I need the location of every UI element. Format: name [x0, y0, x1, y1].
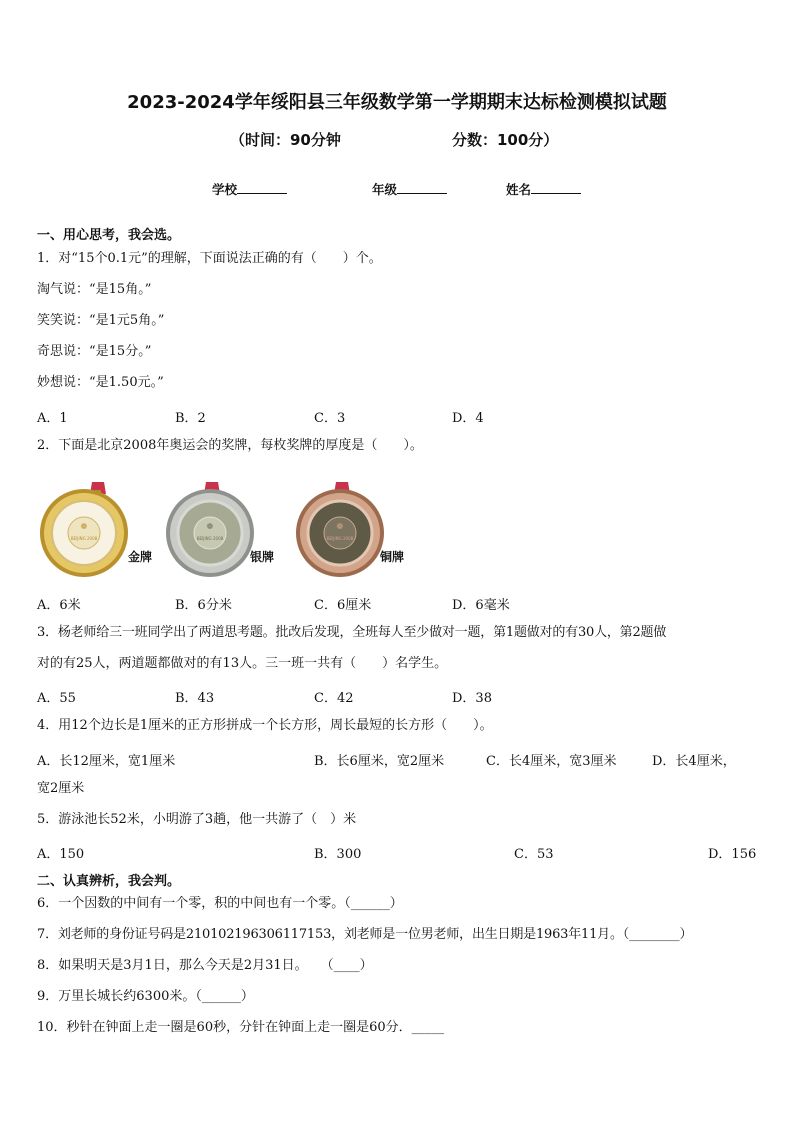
q1-statement-1: 淘气说：“是15角。” — [37, 282, 152, 297]
q2-option-c[interactable]: C．6厘米 — [314, 598, 372, 613]
q4-option-c[interactable]: C．长4厘米，宽3厘米 — [486, 754, 617, 769]
gold-medal-label: 金牌 — [128, 550, 153, 564]
svg-text:BEIJING 2008: BEIJING 2008 — [326, 536, 354, 541]
q7-statement: 7．刘老师的身份证号码是210102196306117153，刘老师是一位男老师，出生日期是1963年11月。（________） — [37, 927, 693, 942]
svg-text:BEIJING 2008: BEIJING 2008 — [196, 536, 224, 541]
q6-statement: 6．一个因数的中间有一个零，积的中间也有一个零。（______） — [37, 896, 403, 911]
q3-option-c[interactable]: C．42 — [314, 691, 354, 706]
grade-label: 年级 — [372, 182, 398, 197]
svg-text:❁: ❁ — [336, 522, 344, 531]
q2-option-a[interactable]: A．6米 — [37, 598, 81, 613]
name-field — [506, 180, 581, 198]
q4-option-b[interactable]: B．长6厘米，宽2厘米 — [314, 754, 445, 769]
school-blank — [237, 180, 287, 194]
q2-option-d[interactable]: D．6毫米 — [452, 598, 510, 613]
q3-option-b[interactable]: B．43 — [175, 691, 215, 706]
q8-statement: 8．如果明天是3月1日，那么今天是2月31日。 （____） — [37, 958, 373, 973]
name-blank — [531, 180, 581, 194]
section-2-title: 二、认真辨析，我会判。 — [37, 874, 181, 889]
svg-text:❁: ❁ — [206, 522, 214, 531]
q1-stem: 1．对“15个0.1元”的理解，下面说法正确的有（ ）个。 — [37, 251, 382, 266]
q10-statement: 10．秒针在钟面上走一圈是60秒，分针在钟面上走一圈是60分．_____ — [37, 1020, 445, 1035]
q1-statement-2: 笑笑说：“是1元5角。” — [37, 313, 165, 328]
name-label: 姓名 — [506, 182, 532, 197]
q3-option-d[interactable]: D．38 — [452, 691, 492, 706]
q1-option-c[interactable]: C．3 — [314, 411, 346, 426]
q1-option-d[interactable]: D．4 — [452, 411, 484, 426]
q3-stem-line-2: 对的有25人，两道题都做对的有13人。三一班一共有（ ）名学生。 — [37, 656, 448, 671]
page-title: 2023-2024学年绥阳县三年级数学第一学期期末达标检测模拟试题 — [127, 92, 667, 113]
q2-option-b[interactable]: B．6分米 — [175, 598, 232, 613]
q5-option-c[interactable]: C．53 — [514, 847, 554, 862]
section-1-title: 一、用心思考，我会选。 — [37, 228, 181, 243]
q1-option-a[interactable]: A．1 — [37, 411, 68, 426]
q9-statement: 9．万里长城长约6300米。（______） — [37, 989, 254, 1004]
q1-statement-4: 妙想说：“是1.50元。” — [37, 375, 164, 390]
grade-field — [372, 180, 447, 198]
q4-stem: 4．用12个边长是1厘米的正方形拼成一个长方形，周长最短的长方形（ ）。 — [37, 718, 493, 733]
q3-stem-line-1: 3．杨老师给三一班同学出了两道思考题。批改后发现，全班每人至少做对一题，第1题做对的有30人，第2题做 — [37, 625, 667, 640]
bronze-medal-label: 铜牌 — [380, 550, 405, 564]
q4-option-d[interactable]: D．长4厘米， — [652, 754, 736, 769]
exam-time: （时间：90分钟 — [230, 131, 341, 149]
q5-option-b[interactable]: B．300 — [314, 847, 362, 862]
svg-text:❁: ❁ — [80, 522, 88, 531]
q4-option-a[interactable]: A．长12厘米，宽1厘米 — [37, 754, 176, 769]
q2-stem: 2．下面是北京2008年奥运会的奖牌，每枚奖牌的厚度是（ ）。 — [37, 438, 423, 453]
q1-statement-3: 奇思说：“是15分。” — [37, 344, 152, 359]
silver-medal-label: 银牌 — [250, 550, 275, 564]
grade-blank — [397, 180, 447, 194]
svg-text:BEIJING 2008: BEIJING 2008 — [70, 536, 98, 541]
q5-option-a[interactable]: A．150 — [37, 847, 85, 862]
q1-option-b[interactable]: B．2 — [175, 411, 206, 426]
q5-option-d[interactable]: D．156 — [708, 847, 757, 862]
school-field — [212, 180, 287, 198]
q5-stem: 5．游泳池长52米，小明游了3趟，他一共游了（ ）米 — [37, 812, 357, 827]
exam-score: 分数：100分） — [452, 131, 559, 149]
q3-option-a[interactable]: A．55 — [37, 691, 76, 706]
school-label: 学校 — [212, 182, 238, 197]
q4-option-d-continued: 宽2厘米 — [37, 781, 85, 796]
